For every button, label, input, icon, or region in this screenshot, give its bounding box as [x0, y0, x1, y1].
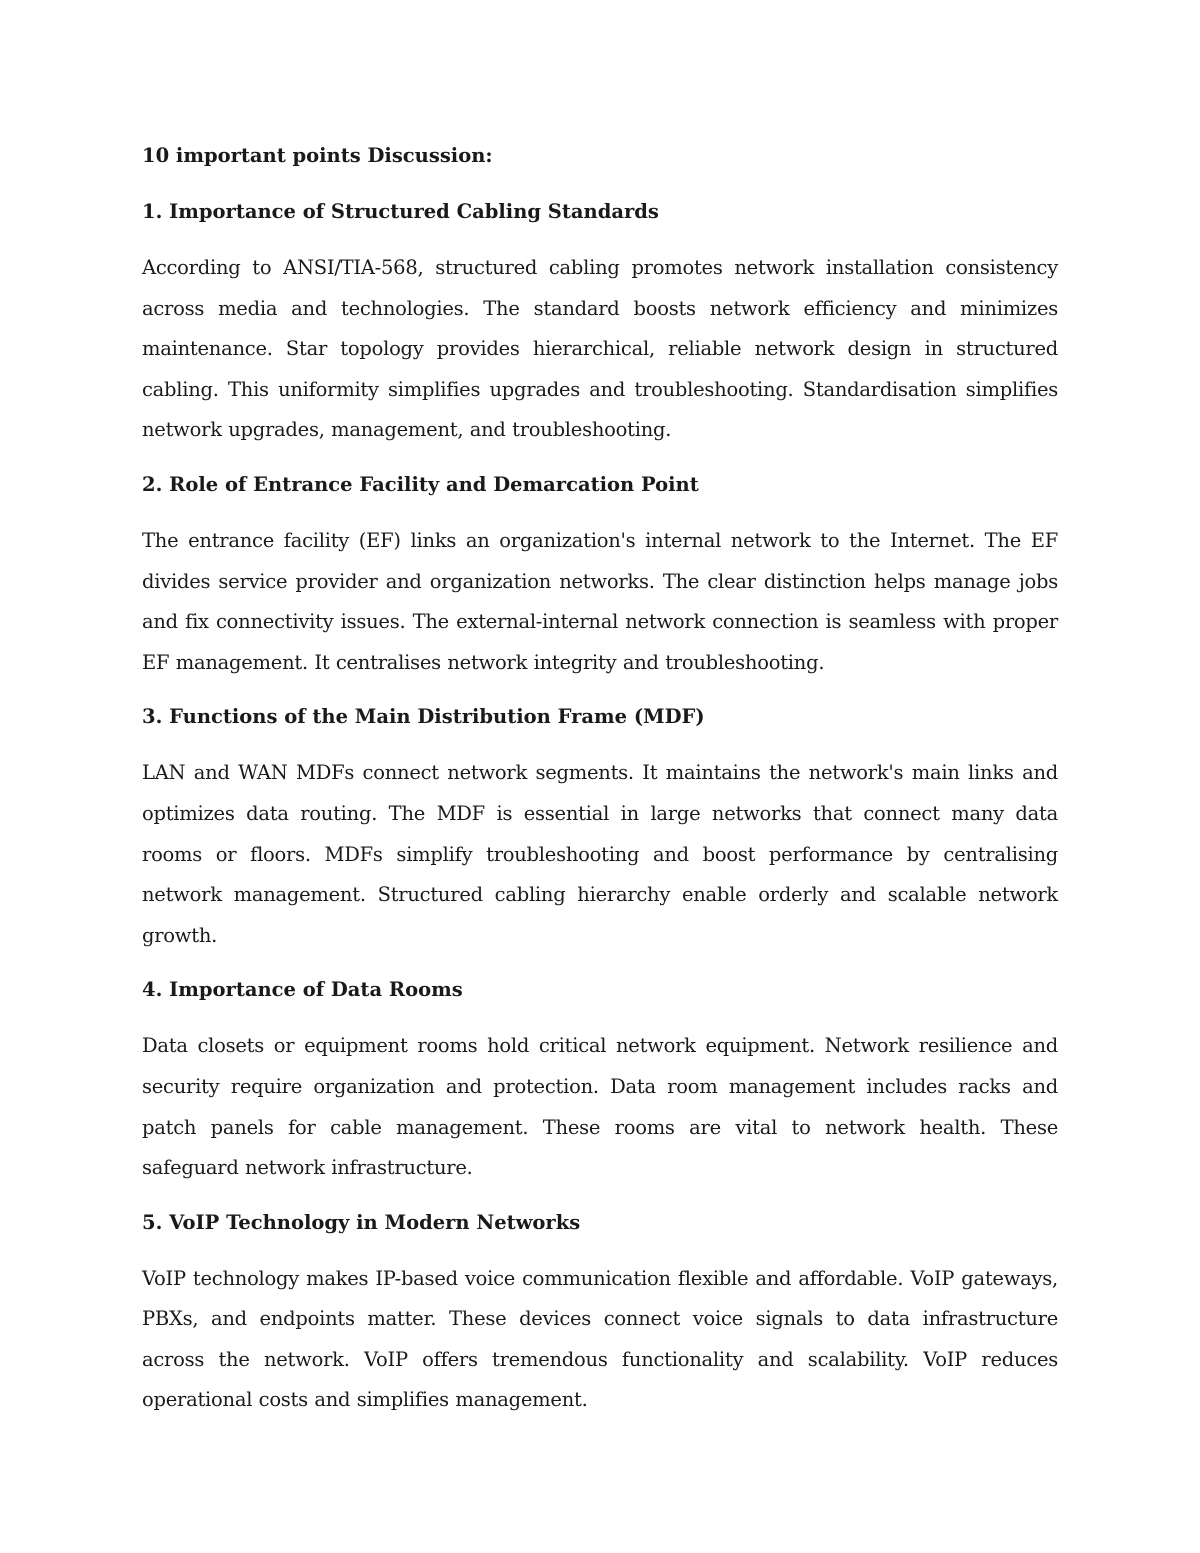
- section-body: VoIP technology makes IP-based voice communication flexible and affordable. VoIP gateways, PBXs, and endpoints matter. These devices connect voice signals to data infrastructure across the network. VoIP offers tremendous functionality and scalability. VoIP reduces operational costs and simplifies management.: [142, 1266, 1058, 1412]
- section-body: According to ANSI/TIA-568, structured cabling promotes network installation consistency across media and technologies. The standard boosts network efficiency and minimizes maintenance. Star topology provides hierarchical, reliable network design in structured cabling. This uniformity simplifies upgrades and troubleshooting. Standardisation simplifies network upgrades, management, and troubleshooting.: [142, 256, 1058, 442]
- section-4: [142, 970, 1058, 1188]
- section-body: The entrance facility (EF) links an organization's internal network to the Internet. The EF divides service provider and organization networks. The clear distinction helps manage jobs and fix connectivity issues. The external-internal network connection is seamless with proper EF management. It centralises network integrity and troubleshooting.: [142, 528, 1058, 674]
- section-heading: 1. Importance of Structured Cabling Standards: [142, 200, 659, 223]
- section-2: [142, 465, 1058, 683]
- document-page: [142, 136, 1058, 1435]
- section-heading: 2. Role of Entrance Facility and Demarcation Point: [142, 472, 699, 496]
- section-1: [142, 192, 1058, 451]
- section-3: [142, 697, 1058, 956]
- section-heading: 4. Importance of Data Rooms: [142, 978, 463, 1002]
- document-title: 10 important points Discussion:: [142, 144, 493, 167]
- section-heading: 5. VoIP Technology in Modern Networks: [142, 1210, 581, 1234]
- section-5: [142, 1203, 1058, 1421]
- section-body: LAN and WAN MDFs connect network segments. It maintains the network's main links and optimizes data routing. The MDF is essential in large networks that connect many data rooms or floors. MDFs simplify troubleshooting and boost performance by centralising network management. Structured cabling hierarchy enable orderly and scalable network growth.: [142, 761, 1058, 947]
- section-heading: 3. Functions of the Main Distribution Frame (MDF): [142, 705, 705, 729]
- section-body: Data closets or equipment rooms hold critical network equipment. Network resilience and security require organization and protection. Data room management includes racks and patch panels for cable management. These rooms are vital to network health. These safeguard network infrastructure.: [142, 1034, 1058, 1180]
